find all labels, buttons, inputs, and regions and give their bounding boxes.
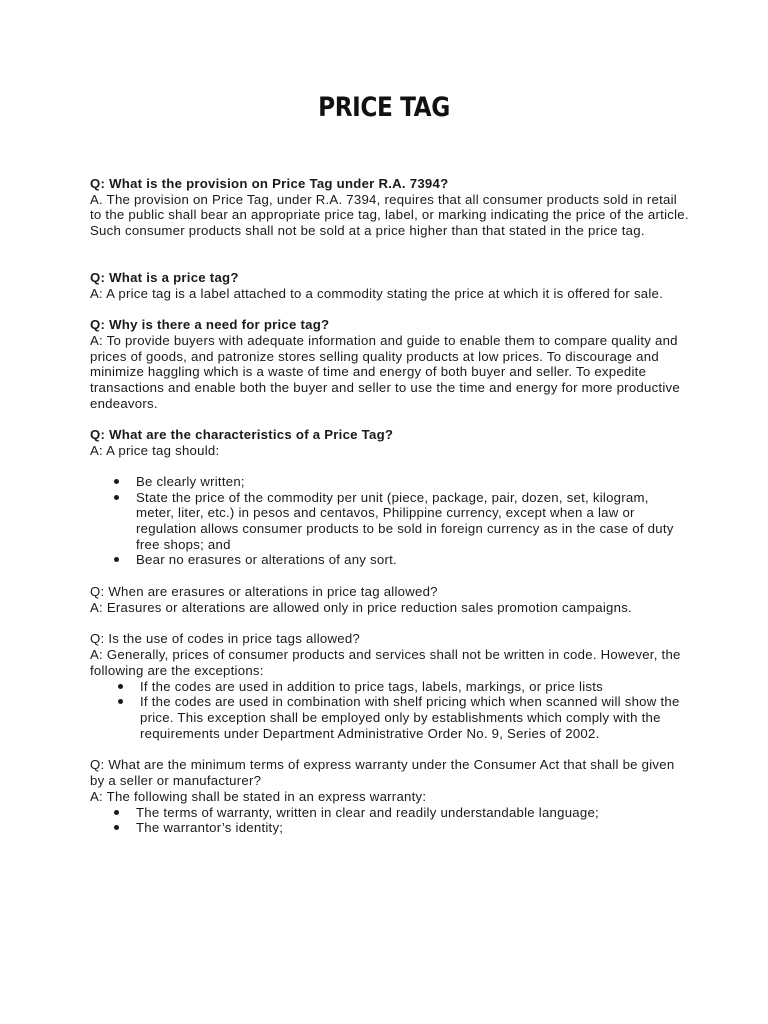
bullet-icon <box>118 699 123 704</box>
answer: A: To provide buyers with adequate information and guide to enable them to compare quality and prices of goods, and patronize stores selling quality products at low prices. To discourage and minimize haggling which is a waste of time and energy of both buyer and seller. To expedite transactions and enable both the buyer and seller to use the time and energy for more productive endeavors. <box>90 332 680 411</box>
document-body <box>90 176 690 836</box>
qa-erasures <box>90 584 690 615</box>
question: Q: What is a price tag? <box>90 269 239 285</box>
question: Q: Is the use of codes in price tags allowed? <box>90 631 361 647</box>
answer: A. The provision on Price Tag, under R.A. 7394, requires that all consumer products sold in retail to the public shall bear an appropriate price tag, label, or marking indicating the price of the article. Such consumer products shall not be sold at a price higher than that stated in the price tag. <box>90 191 689 239</box>
question: Q: What is the provision on Price Tag under R.A. 7394? <box>90 176 449 191</box>
qa-characteristics <box>90 427 690 568</box>
question: Q: Why is there a need for price tag? <box>90 317 330 333</box>
bullet-icon <box>114 825 119 830</box>
answer: A: A price tag should: <box>90 443 220 459</box>
bullet-icon <box>118 684 123 689</box>
qa-need-for-price-tag <box>90 317 690 411</box>
bullet-icon <box>114 495 119 500</box>
list-item: State the price of the commodity per unit (piece, package, pair, dozen, set, kilogram, meter, liter, etc.) in pesos and centavos, Philippine currency, except when a law or regulation allows consumer products to be sold in foreign currency as in the case of duty free shops; and <box>136 490 690 553</box>
list-item: The terms of warranty, written in clear and readily understandable language; <box>136 805 690 821</box>
bullet-list <box>136 805 690 836</box>
question: Q: What are the minimum terms of express warranty under the Consumer Act that shall be given by a seller or manufacturer? <box>90 757 675 789</box>
question: Q: When are erasures or alterations in price tag allowed? <box>90 584 438 600</box>
bullet-icon <box>114 479 119 484</box>
list-item: If the codes are used in combination with shelf pricing which when scanned will show the price. This exception shall be employed only by establishments which comply with the requirements under Department Administrative Order No. 9, Series of 2002. <box>140 694 690 741</box>
list-item: Be clearly written; <box>136 474 690 490</box>
list-item: Bear no erasures or alterations of any sort. <box>136 552 690 568</box>
qa-what-is-price-tag <box>90 270 690 301</box>
page-title: PRICE TAG <box>318 92 450 123</box>
list-item: The warrantor’s identity; <box>136 820 690 836</box>
bullet-icon <box>114 810 119 815</box>
bullet-list <box>140 679 690 742</box>
answer: A: Generally, prices of consumer products and services shall not be written in code. However, the following are the exceptions: <box>90 647 681 678</box>
answer: A: The following shall be stated in an express warranty: <box>90 788 427 804</box>
qa-provision <box>90 176 690 239</box>
question: Q: What are the characteristics of a Price Tag? <box>90 427 394 443</box>
bullet-icon <box>114 557 119 562</box>
answer: A: Erasures or alterations are allowed only in price reduction sales promotion campaigns. <box>90 599 632 615</box>
qa-express-warranty <box>90 757 690 836</box>
answer: A: A price tag is a label attached to a commodity stating the price at which it is offered for sale. <box>90 285 664 301</box>
bullet-list <box>136 474 690 568</box>
qa-codes <box>90 631 690 741</box>
list-item: If the codes are used in addition to price tags, labels, markings, or price lists <box>140 679 690 695</box>
